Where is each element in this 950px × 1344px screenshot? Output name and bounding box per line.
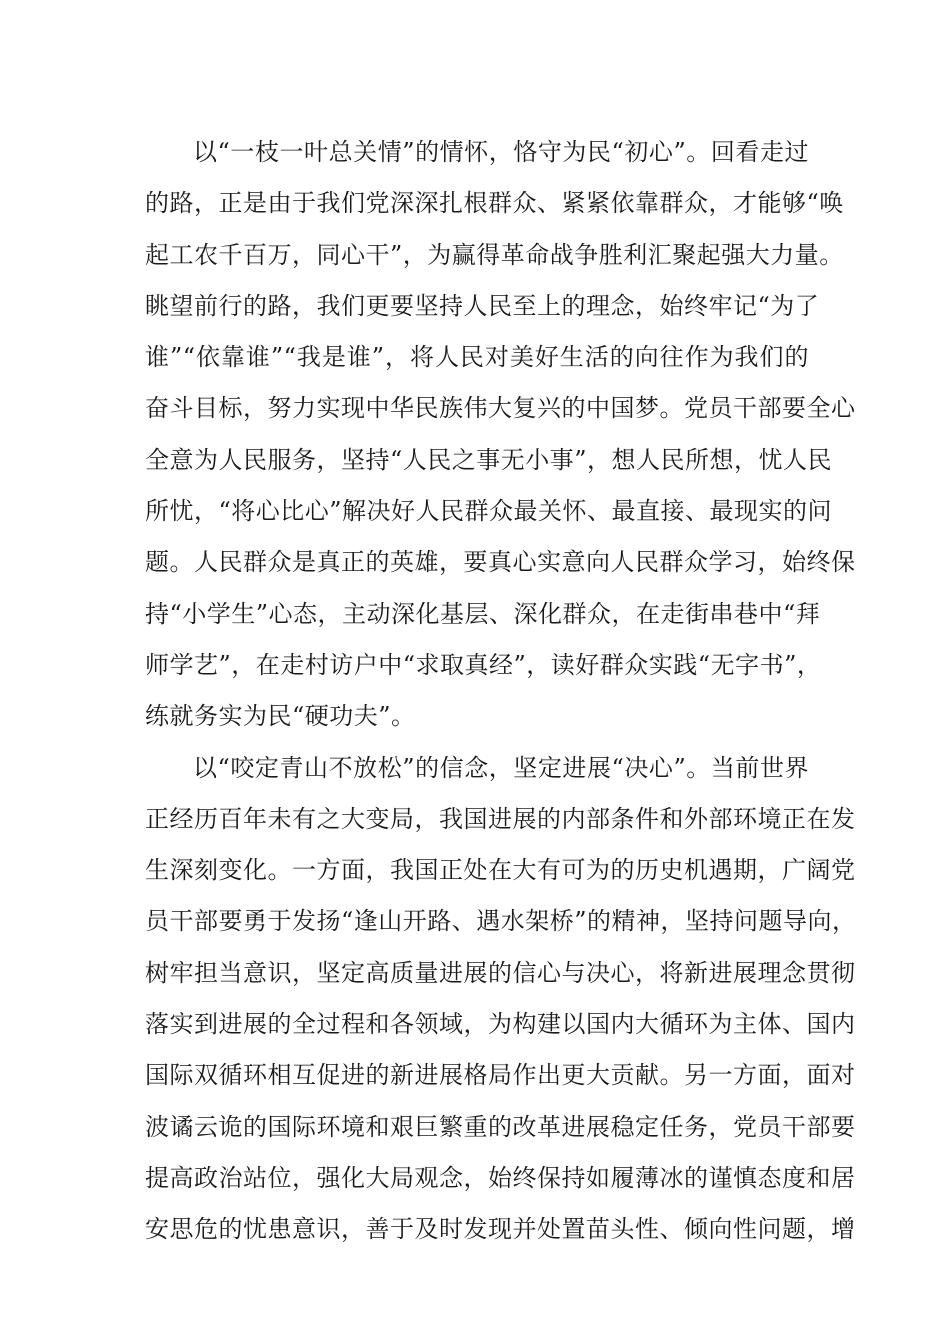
paragraph-2 xyxy=(145,743,857,1256)
paragraph-line: 眺望前行的路，我们更要坚持人民至上的理念，始终牢记“为了 xyxy=(145,291,820,320)
paragraph-line: 谁”“依靠谁”“我是谁”，将人民对美好生活的向往作为我们的 xyxy=(145,343,809,372)
paragraph-line: 以“咬定青山不放松”的信念，坚定进展“决心”。当前世界 xyxy=(193,753,809,782)
paragraph-1 xyxy=(145,127,856,743)
paragraph-line: 提高政治站位，强化大局观念，始终保持如履薄冰的谨慎态度和居 xyxy=(145,1163,856,1192)
paragraph-line: 起工农千百万，同心干”，为赢得革命战争胜利汇聚起强大力量。 xyxy=(145,240,844,269)
paragraph-line: 员干部要勇于发扬“逢山开路、遇水架桥”的精神，坚持问题导向， xyxy=(145,907,857,936)
paragraph-line: 所忧，“将心比心”解决好人民群众最关怀、最直接、最现实的问 xyxy=(145,497,833,526)
paragraph-line: 奋斗目标，努力实现中华民族伟大复兴的中国梦。党员干部要全心 xyxy=(145,394,856,423)
document-body xyxy=(145,127,857,1256)
paragraph-line: 的路，正是由于我们党深深扎根群众、紧紧依靠群众，才能够“唤 xyxy=(145,189,844,218)
paragraph-line: 树牢担当意识，坚定高质量进展的信心与决心，将新进展理念贯彻 xyxy=(145,958,856,987)
paragraph-line: 国际双循环相互促进的新进展格局作出更大贡献。另一方面，面对 xyxy=(145,1061,856,1090)
paragraph-line: 落实到进展的全过程和各领域，为构建以国内大循环为主体、国内 xyxy=(145,1010,856,1039)
paragraph-line: 波谲云诡的国际环境和艰巨繁重的改革进展稳定任务，党员干部要 xyxy=(145,1112,856,1141)
paragraph-line: 题。人民群众是真正的英雄，要真心实意向人民群众学习，始终保 xyxy=(145,548,856,577)
paragraph-line: 正经历百年未有之大变局，我国进展的内部条件和外部环境正在发 xyxy=(145,804,856,833)
paragraph-line: 以“一枝一叶总关情”的情怀，恪守为民“初心”。回看走过 xyxy=(193,138,809,166)
paragraph-line: 持“小学生”心态，主动深化基层、深化群众，在走街串巷中“拜 xyxy=(145,599,821,628)
paragraph-line: 师学艺”，在走村访户中“求取真经”，读好群众实践“无字书”， xyxy=(145,650,822,679)
paragraph-line: 练就务实为民“硬功夫”。 xyxy=(145,702,416,731)
paragraph-line: 生深刻变化。一方面，我国正处在大有可为的历史机遇期，广阔党 xyxy=(145,856,856,885)
paragraph-line: 全意为人民服务，坚持“人民之事无小事”，想人民所想，忧人民 xyxy=(145,445,833,474)
paragraph-line: 安思危的忧患意识，善于及时发现并处置苗头性、倾向性问题，增 xyxy=(145,1215,856,1244)
